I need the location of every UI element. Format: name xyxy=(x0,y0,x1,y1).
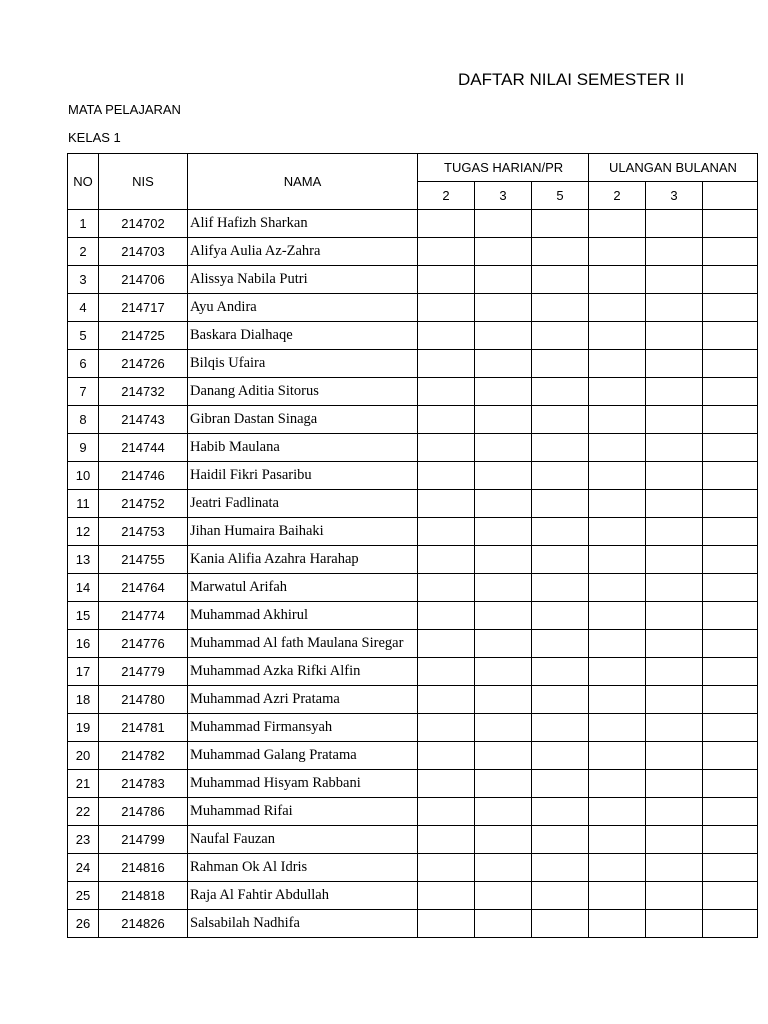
grade-cell[interactable] xyxy=(532,322,589,350)
row-nama: Danang Aditia Sitorus xyxy=(188,378,418,406)
grade-cell[interactable] xyxy=(418,602,475,630)
grade-cell[interactable] xyxy=(418,266,475,294)
row-nama: Marwatul Arifah xyxy=(188,574,418,602)
grade-cell[interactable] xyxy=(418,210,475,238)
row-nis: 214752 xyxy=(99,490,188,518)
grade-sheet xyxy=(67,153,737,942)
row-nis: 214780 xyxy=(99,686,188,714)
grade-cell[interactable] xyxy=(418,518,475,546)
table-row xyxy=(68,798,758,826)
subject-label: MATA PELAJARAN xyxy=(68,102,181,117)
grade-cell[interactable] xyxy=(703,378,758,406)
grade-cell[interactable] xyxy=(646,210,703,238)
grade-cell[interactable] xyxy=(646,490,703,518)
row-no: 6 xyxy=(68,350,99,378)
row-nis: 214746 xyxy=(99,462,188,490)
table-row xyxy=(68,462,758,490)
row-no: 15 xyxy=(68,602,99,630)
row-no: 12 xyxy=(68,518,99,546)
row-nama: Muhammad Firmansyah xyxy=(188,714,418,742)
table-row xyxy=(68,574,758,602)
row-no: 8 xyxy=(68,406,99,434)
grade-cell[interactable] xyxy=(703,826,758,854)
grade-cell[interactable] xyxy=(703,770,758,798)
row-no: 9 xyxy=(68,434,99,462)
grade-cell[interactable] xyxy=(418,462,475,490)
row-no: 19 xyxy=(68,714,99,742)
row-nama: Jihan Humaira Baihaki xyxy=(188,518,418,546)
grade-cell[interactable] xyxy=(703,798,758,826)
grade-cell[interactable] xyxy=(475,378,532,406)
grade-cell[interactable] xyxy=(703,546,758,574)
grade-cell[interactable] xyxy=(475,294,532,322)
grade-cell[interactable] xyxy=(475,518,532,546)
grade-cell[interactable] xyxy=(418,630,475,658)
grade-cell[interactable] xyxy=(703,686,758,714)
grade-cell[interactable] xyxy=(589,910,646,938)
row-no: 14 xyxy=(68,574,99,602)
grade-cell[interactable] xyxy=(475,574,532,602)
row-no: 23 xyxy=(68,826,99,854)
subheader-cell: 3 xyxy=(475,182,532,210)
grade-cell[interactable] xyxy=(475,714,532,742)
row-nis: 214782 xyxy=(99,742,188,770)
grade-cell[interactable] xyxy=(532,602,589,630)
grade-cell[interactable] xyxy=(532,882,589,910)
row-nis: 214816 xyxy=(99,854,188,882)
grade-cell[interactable] xyxy=(532,854,589,882)
grade-cell[interactable] xyxy=(646,406,703,434)
row-nis: 214732 xyxy=(99,378,188,406)
grade-cell[interactable] xyxy=(646,434,703,462)
grade-cell[interactable] xyxy=(475,658,532,686)
grade-cell[interactable] xyxy=(418,546,475,574)
grade-cell[interactable] xyxy=(589,854,646,882)
grade-cell[interactable] xyxy=(646,854,703,882)
grade-cell[interactable] xyxy=(703,742,758,770)
table-row xyxy=(68,714,758,742)
grade-cell[interactable] xyxy=(532,490,589,518)
grade-cell[interactable] xyxy=(646,798,703,826)
grade-cell[interactable] xyxy=(532,770,589,798)
grade-cell[interactable] xyxy=(589,406,646,434)
grade-cell[interactable] xyxy=(475,462,532,490)
grade-cell[interactable] xyxy=(589,630,646,658)
grade-cell[interactable] xyxy=(418,882,475,910)
table-row xyxy=(68,294,758,322)
grade-cell[interactable] xyxy=(418,434,475,462)
grade-cell[interactable] xyxy=(475,546,532,574)
grade-cell[interactable] xyxy=(532,462,589,490)
subheader-cell xyxy=(703,182,758,210)
grade-cell[interactable] xyxy=(589,434,646,462)
grade-cell[interactable] xyxy=(589,266,646,294)
grade-cell[interactable] xyxy=(589,770,646,798)
grade-cell[interactable] xyxy=(475,826,532,854)
grade-cell[interactable] xyxy=(418,910,475,938)
grade-cell[interactable] xyxy=(418,406,475,434)
row-no: 1 xyxy=(68,210,99,238)
grade-cell[interactable] xyxy=(532,574,589,602)
header-tugas-harian: TUGAS HARIAN/PR xyxy=(418,154,589,182)
table-row xyxy=(68,630,758,658)
row-nama: Ayu Andira xyxy=(188,294,418,322)
grade-cell[interactable] xyxy=(589,294,646,322)
grade-cell[interactable] xyxy=(418,826,475,854)
grade-cell[interactable] xyxy=(703,854,758,882)
grade-cell[interactable] xyxy=(646,238,703,266)
table-row xyxy=(68,770,758,798)
table-row xyxy=(68,854,758,882)
grade-cell[interactable] xyxy=(646,574,703,602)
table-row xyxy=(68,406,758,434)
grade-cell[interactable] xyxy=(646,714,703,742)
table-row xyxy=(68,518,758,546)
grade-cell[interactable] xyxy=(418,378,475,406)
row-nis: 214725 xyxy=(99,322,188,350)
grade-cell[interactable] xyxy=(589,350,646,378)
grade-cell[interactable] xyxy=(532,686,589,714)
grade-cell[interactable] xyxy=(589,882,646,910)
grade-cell[interactable] xyxy=(418,854,475,882)
grade-cell[interactable] xyxy=(646,266,703,294)
grade-cell[interactable] xyxy=(589,826,646,854)
grade-cell[interactable] xyxy=(418,350,475,378)
row-nama: Muhammad Galang Pratama xyxy=(188,742,418,770)
grade-cell[interactable] xyxy=(589,658,646,686)
grade-cell[interactable] xyxy=(532,658,589,686)
table-row xyxy=(68,882,758,910)
grade-cell[interactable] xyxy=(532,378,589,406)
grade-cell[interactable] xyxy=(532,826,589,854)
row-nis: 214774 xyxy=(99,602,188,630)
subheader-cell: 3 xyxy=(646,182,703,210)
subheader-cell: 2 xyxy=(589,182,646,210)
grade-cell[interactable] xyxy=(589,490,646,518)
row-no: 3 xyxy=(68,266,99,294)
grade-cell[interactable] xyxy=(475,882,532,910)
row-no: 21 xyxy=(68,770,99,798)
grade-cell[interactable] xyxy=(589,686,646,714)
grade-cell[interactable] xyxy=(532,798,589,826)
grade-cell[interactable] xyxy=(646,462,703,490)
grade-cell[interactable] xyxy=(646,826,703,854)
row-no: 5 xyxy=(68,322,99,350)
grade-cell[interactable] xyxy=(475,742,532,770)
class-label: KELAS 1 xyxy=(68,130,121,145)
grade-cell[interactable] xyxy=(589,210,646,238)
row-nis: 214779 xyxy=(99,658,188,686)
table-row xyxy=(68,322,758,350)
grade-cell[interactable] xyxy=(475,854,532,882)
grade-cell[interactable] xyxy=(589,238,646,266)
row-nama: Alifya Aulia Az-Zahra xyxy=(188,238,418,266)
row-no: 13 xyxy=(68,546,99,574)
grade-cell[interactable] xyxy=(475,910,532,938)
grade-table xyxy=(67,153,758,938)
row-no: 10 xyxy=(68,462,99,490)
row-nama: Muhammad Al fath Maulana Siregar xyxy=(188,630,418,658)
grade-cell[interactable] xyxy=(589,462,646,490)
grade-cell[interactable] xyxy=(475,490,532,518)
grade-cell[interactable] xyxy=(646,322,703,350)
grade-cell[interactable] xyxy=(703,630,758,658)
row-nama: Naufal Fauzan xyxy=(188,826,418,854)
grade-cell[interactable] xyxy=(646,658,703,686)
table-row xyxy=(68,490,758,518)
row-nis: 214706 xyxy=(99,266,188,294)
row-nis: 214717 xyxy=(99,294,188,322)
grade-cell[interactable] xyxy=(703,518,758,546)
grade-cell[interactable] xyxy=(646,742,703,770)
table-row xyxy=(68,210,758,238)
grade-cell[interactable] xyxy=(646,350,703,378)
row-no: 7 xyxy=(68,378,99,406)
grade-cell[interactable] xyxy=(703,882,758,910)
grade-cell[interactable] xyxy=(703,350,758,378)
grade-cell[interactable] xyxy=(475,238,532,266)
grade-cell[interactable] xyxy=(475,630,532,658)
grade-cell[interactable] xyxy=(646,770,703,798)
grade-cell[interactable] xyxy=(532,238,589,266)
grade-cell[interactable] xyxy=(532,910,589,938)
row-nama: Haidil Fikri Pasaribu xyxy=(188,462,418,490)
grade-cell[interactable] xyxy=(532,714,589,742)
grade-cell[interactable] xyxy=(418,658,475,686)
grade-cell[interactable] xyxy=(646,294,703,322)
row-nis: 214764 xyxy=(99,574,188,602)
grade-cell[interactable] xyxy=(532,406,589,434)
row-nama: Muhammad Azri Pratama xyxy=(188,686,418,714)
grade-cell[interactable] xyxy=(646,910,703,938)
grade-cell[interactable] xyxy=(646,378,703,406)
row-nis: 214703 xyxy=(99,238,188,266)
row-nis: 214799 xyxy=(99,826,188,854)
row-nama: Muhammad Akhirul xyxy=(188,602,418,630)
header-no: NO xyxy=(68,154,99,210)
document-title: DAFTAR NILAI SEMESTER II xyxy=(458,70,685,89)
row-nis: 214776 xyxy=(99,630,188,658)
row-nis: 214743 xyxy=(99,406,188,434)
grade-cell[interactable] xyxy=(703,574,758,602)
grade-cell[interactable] xyxy=(418,322,475,350)
grade-cell[interactable] xyxy=(475,322,532,350)
row-no: 22 xyxy=(68,798,99,826)
grade-cell[interactable] xyxy=(418,770,475,798)
grade-cell[interactable] xyxy=(703,238,758,266)
grade-cell[interactable] xyxy=(418,294,475,322)
row-nis: 214702 xyxy=(99,210,188,238)
grade-cell[interactable] xyxy=(418,574,475,602)
grade-cell[interactable] xyxy=(703,714,758,742)
table-row xyxy=(68,602,758,630)
grade-cell[interactable] xyxy=(589,602,646,630)
grade-cell[interactable] xyxy=(589,546,646,574)
row-nama: Jeatri Fadlinata xyxy=(188,490,418,518)
grade-cell[interactable] xyxy=(418,742,475,770)
grade-cell[interactable] xyxy=(418,490,475,518)
table-row xyxy=(68,434,758,462)
grade-cell[interactable] xyxy=(418,238,475,266)
grade-cell[interactable] xyxy=(703,266,758,294)
grade-cell[interactable] xyxy=(703,490,758,518)
row-nis: 214755 xyxy=(99,546,188,574)
row-nis: 214726 xyxy=(99,350,188,378)
grade-cell[interactable] xyxy=(532,742,589,770)
grade-cell[interactable] xyxy=(532,350,589,378)
subheader-cell: 2 xyxy=(418,182,475,210)
grade-cell[interactable] xyxy=(589,798,646,826)
row-nis: 214786 xyxy=(99,798,188,826)
row-nama: Salsabilah Nadhifa xyxy=(188,910,418,938)
grade-cell[interactable] xyxy=(703,406,758,434)
grade-cell[interactable] xyxy=(475,798,532,826)
grade-cell[interactable] xyxy=(475,434,532,462)
grade-cell[interactable] xyxy=(646,686,703,714)
row-no: 16 xyxy=(68,630,99,658)
table-body xyxy=(68,210,758,938)
table-row xyxy=(68,686,758,714)
row-nama: Kania Alifia Azahra Harahap xyxy=(188,546,418,574)
row-nama: Rahman Ok Al Idris xyxy=(188,854,418,882)
row-no: 25 xyxy=(68,882,99,910)
row-nama: Muhammad Hisyam Rabbani xyxy=(188,770,418,798)
row-nis: 214781 xyxy=(99,714,188,742)
row-nis: 214744 xyxy=(99,434,188,462)
grade-cell[interactable] xyxy=(475,350,532,378)
table-row xyxy=(68,546,758,574)
table-row xyxy=(68,910,758,938)
row-nama: Baskara Dialhaqe xyxy=(188,322,418,350)
grade-cell[interactable] xyxy=(703,294,758,322)
row-nama: Bilqis Ufaira xyxy=(188,350,418,378)
grade-cell[interactable] xyxy=(646,518,703,546)
header-ulangan-bulanan: ULANGAN BULANAN xyxy=(589,154,758,182)
grade-cell[interactable] xyxy=(589,714,646,742)
row-nis: 214783 xyxy=(99,770,188,798)
table-row xyxy=(68,378,758,406)
grade-cell[interactable] xyxy=(532,210,589,238)
table-row xyxy=(68,350,758,378)
grade-cell[interactable] xyxy=(475,770,532,798)
row-nama: Muhammad Rifai xyxy=(188,798,418,826)
grade-cell[interactable] xyxy=(475,210,532,238)
grade-cell[interactable] xyxy=(532,266,589,294)
grade-cell[interactable] xyxy=(532,518,589,546)
grade-cell[interactable] xyxy=(703,322,758,350)
row-nama: Alif Hafizh Sharkan xyxy=(188,210,418,238)
header-nis: NIS xyxy=(99,154,188,210)
grade-cell[interactable] xyxy=(703,434,758,462)
row-no: 11 xyxy=(68,490,99,518)
grade-cell[interactable] xyxy=(532,546,589,574)
row-nama: Gibran Dastan Sinaga xyxy=(188,406,418,434)
table-row xyxy=(68,658,758,686)
grade-cell[interactable] xyxy=(703,602,758,630)
row-nis: 214826 xyxy=(99,910,188,938)
grade-cell[interactable] xyxy=(532,434,589,462)
grade-cell[interactable] xyxy=(703,910,758,938)
grade-cell[interactable] xyxy=(475,602,532,630)
grade-cell[interactable] xyxy=(703,462,758,490)
grade-cell[interactable] xyxy=(532,294,589,322)
grade-cell[interactable] xyxy=(475,686,532,714)
row-nama: Habib Maulana xyxy=(188,434,418,462)
grade-cell[interactable] xyxy=(703,210,758,238)
row-nis: 214818 xyxy=(99,882,188,910)
subheader-cell: 5 xyxy=(532,182,589,210)
grade-cell[interactable] xyxy=(418,686,475,714)
grade-cell[interactable] xyxy=(475,406,532,434)
row-nama: Raja Al Fahtir Abdullah xyxy=(188,882,418,910)
grade-cell[interactable] xyxy=(646,630,703,658)
table-row xyxy=(68,238,758,266)
row-no: 4 xyxy=(68,294,99,322)
row-no: 18 xyxy=(68,686,99,714)
grade-cell[interactable] xyxy=(589,378,646,406)
row-no: 17 xyxy=(68,658,99,686)
grade-cell[interactable] xyxy=(589,518,646,546)
table-row xyxy=(68,266,758,294)
grade-cell[interactable] xyxy=(589,742,646,770)
header-nama: NAMA xyxy=(188,154,418,210)
row-nis: 214753 xyxy=(99,518,188,546)
row-nama: Alissya Nabila Putri xyxy=(188,266,418,294)
grade-cell[interactable] xyxy=(475,266,532,294)
header-row-1 xyxy=(68,154,758,182)
grade-cell[interactable] xyxy=(646,882,703,910)
row-no: 26 xyxy=(68,910,99,938)
grade-cell[interactable] xyxy=(418,714,475,742)
row-no: 20 xyxy=(68,742,99,770)
grade-cell[interactable] xyxy=(532,630,589,658)
grade-cell[interactable] xyxy=(589,574,646,602)
row-no: 24 xyxy=(68,854,99,882)
grade-cell[interactable] xyxy=(703,658,758,686)
grade-cell[interactable] xyxy=(589,322,646,350)
table-row xyxy=(68,826,758,854)
row-nama: Muhammad Azka Rifki Alfin xyxy=(188,658,418,686)
grade-cell[interactable] xyxy=(646,546,703,574)
table-row xyxy=(68,742,758,770)
row-no: 2 xyxy=(68,238,99,266)
grade-cell[interactable] xyxy=(646,602,703,630)
grade-cell[interactable] xyxy=(418,798,475,826)
